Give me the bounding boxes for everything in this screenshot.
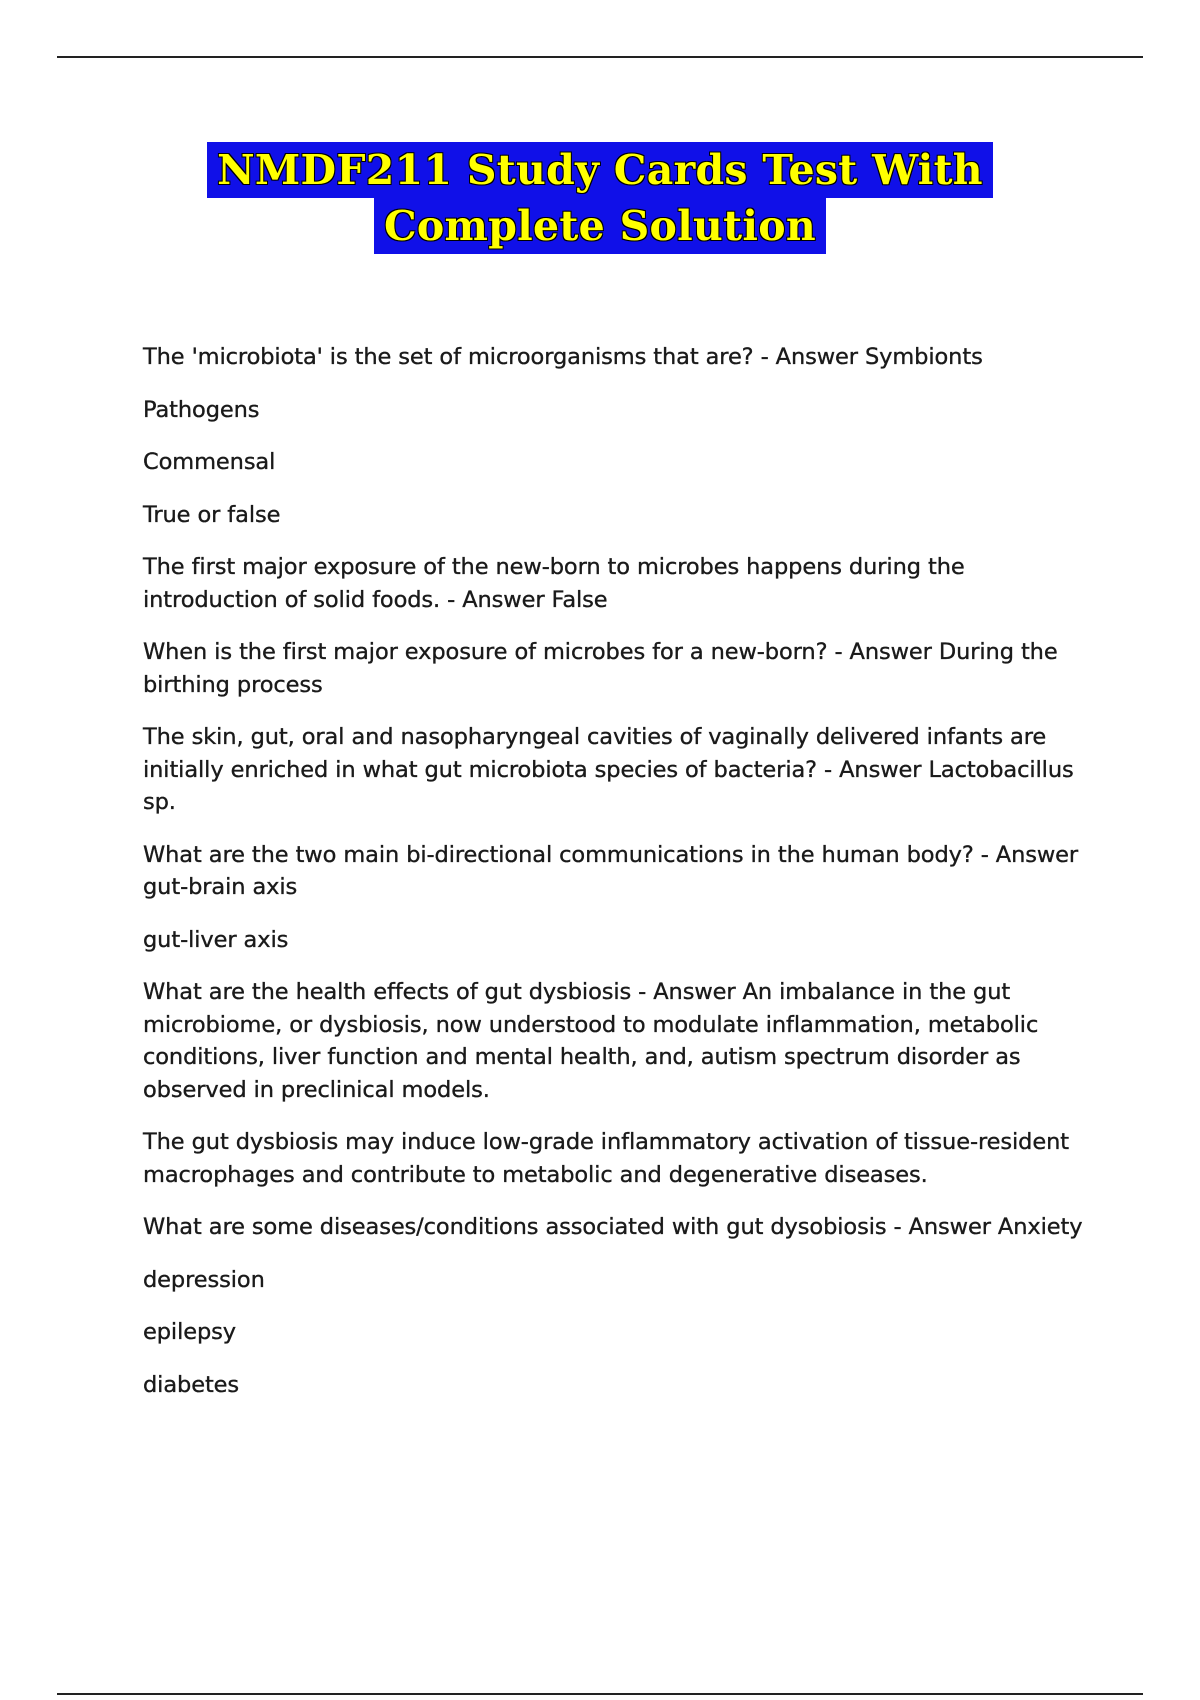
paragraph: The gut dysbiosis may induce low-grade inflammatory activation of tissue-resident macrophages and contribute to metabolic and degenerative diseases. bbox=[143, 1129, 1069, 1188]
paragraph: Commensal bbox=[143, 449, 276, 475]
paragraph: What are the two main bi-directional communications in the human body? - Answer gut-brain axis bbox=[143, 841, 1079, 900]
document-title bbox=[0, 142, 1200, 254]
paragraph: The skin, gut, oral and nasopharyngeal cavities of vaginally delivered infants are initially enriched in what gut microbiota species of bacteria? - Answer Lactobacillus sp. bbox=[143, 724, 1074, 815]
title-line-2: Complete Solution bbox=[374, 198, 826, 254]
paragraph: Pathogens bbox=[143, 396, 260, 423]
paragraph: True or false bbox=[143, 501, 281, 528]
bottom-rule bbox=[57, 1693, 1143, 1695]
paragraph: depression bbox=[143, 1266, 265, 1293]
title-line-1: NMDF211 Study Cards Test With bbox=[207, 142, 993, 198]
paragraph: gut-liver axis bbox=[143, 926, 289, 953]
paragraph: epilepsy bbox=[143, 1319, 236, 1345]
top-rule bbox=[57, 56, 1143, 58]
paragraph: What are some diseases/conditions associated with gut dysobiosis - Answer Anxiety bbox=[143, 1214, 1083, 1240]
paragraph: What are the health effects of gut dysbiosis - Answer An imbalance in the gut microbiome, or dysbiosis, now understood to modulate inflammation, metabolic conditions, liver function and mental health, and, autism spectrum disorder as observed in preclinical models. bbox=[143, 979, 1039, 1103]
paragraph: The 'microbiota' is the set of microorganisms that are? - Answer Symbionts bbox=[143, 344, 983, 370]
paragraph: When is the first major exposure of microbes for a new-born? - Answer During the birthing process bbox=[143, 639, 1058, 698]
document-body bbox=[143, 341, 1091, 1421]
paragraph: diabetes bbox=[143, 1371, 240, 1398]
paragraph: The first major exposure of the new-born to microbes happens during the introduction of solid foods. - Answer False bbox=[143, 554, 965, 613]
